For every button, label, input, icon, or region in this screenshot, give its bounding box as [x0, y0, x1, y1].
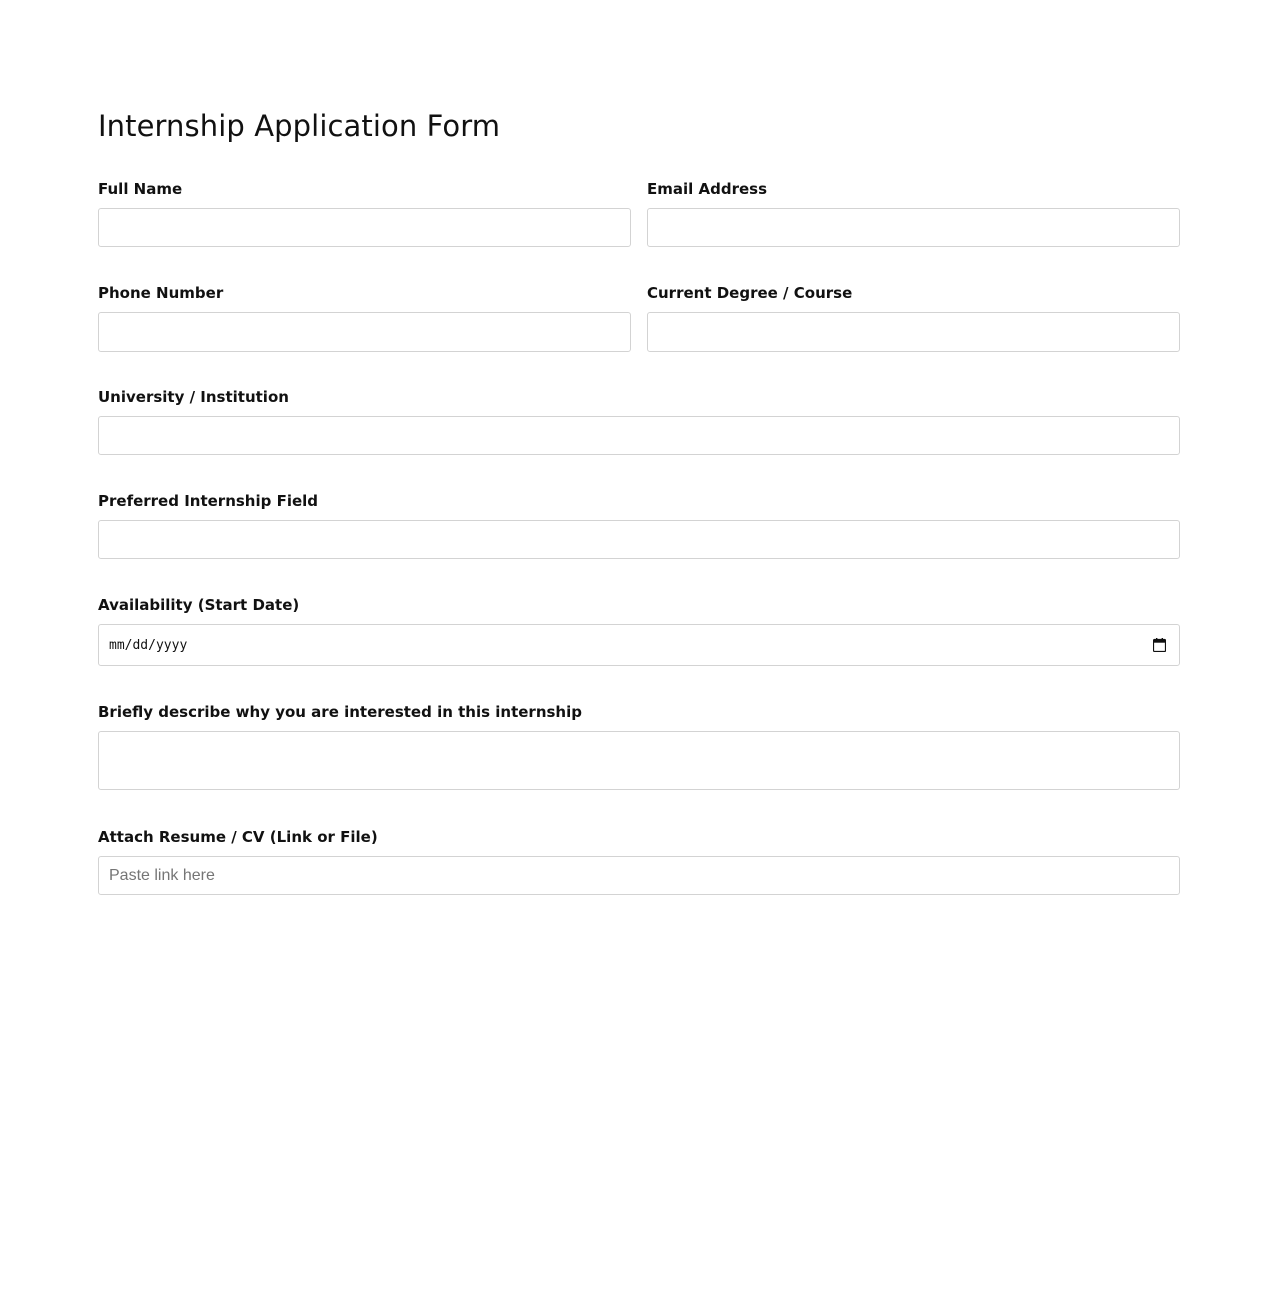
availability-label: Availability (Start Date) — [98, 596, 300, 614]
spacer — [98, 455, 1180, 486]
degree-field-group — [647, 278, 1180, 352]
spacer — [98, 152, 1180, 174]
spacer — [98, 666, 1180, 697]
spacer — [98, 352, 1180, 382]
resume-placeholder: Paste link here — [109, 866, 215, 884]
spacer — [98, 559, 1180, 590]
application-form — [98, 100, 1180, 895]
spacer — [98, 247, 1180, 278]
motivation-label: Briefly describe why you are interested in this internship — [98, 703, 582, 721]
university-label: University / Institution — [98, 388, 289, 406]
university-field-group — [98, 382, 1180, 455]
phone-input[interactable] — [98, 312, 631, 352]
phone-field-group — [98, 278, 631, 352]
row-name-email — [98, 174, 1180, 247]
degree-label: Current Degree / Course — [647, 284, 853, 302]
resume-label: Attach Resume / CV (Link or File) — [98, 828, 378, 846]
email-input[interactable] — [647, 208, 1180, 247]
row-phone-degree — [98, 278, 1180, 352]
motivation-field-group — [98, 697, 1180, 790]
internship-field-label: Preferred Internship Field — [98, 492, 319, 510]
full-name-input[interactable] — [98, 208, 631, 247]
degree-input[interactable] — [647, 312, 1180, 352]
spacer — [98, 790, 1180, 822]
resume-link-input[interactable] — [98, 856, 1180, 895]
form-title: Internship Application Form — [98, 109, 501, 143]
availability-field-group — [98, 590, 1180, 666]
phone-label: Phone Number — [98, 284, 224, 302]
internship-field-input[interactable] — [98, 520, 1180, 559]
email-label: Email Address — [647, 180, 768, 198]
full-name-label: Full Name — [98, 180, 183, 198]
university-input[interactable] — [98, 416, 1180, 455]
motivation-textarea[interactable] — [98, 731, 1180, 790]
email-field-group — [647, 174, 1180, 247]
resume-field-group — [98, 822, 1180, 895]
date-placeholder: mm/dd/yyyy — [109, 638, 188, 653]
availability-date-input[interactable] — [98, 624, 1180, 666]
calendar-icon[interactable] — [1153, 638, 1166, 652]
internship-field-group — [98, 486, 1180, 559]
full-name-field-group — [98, 174, 631, 247]
